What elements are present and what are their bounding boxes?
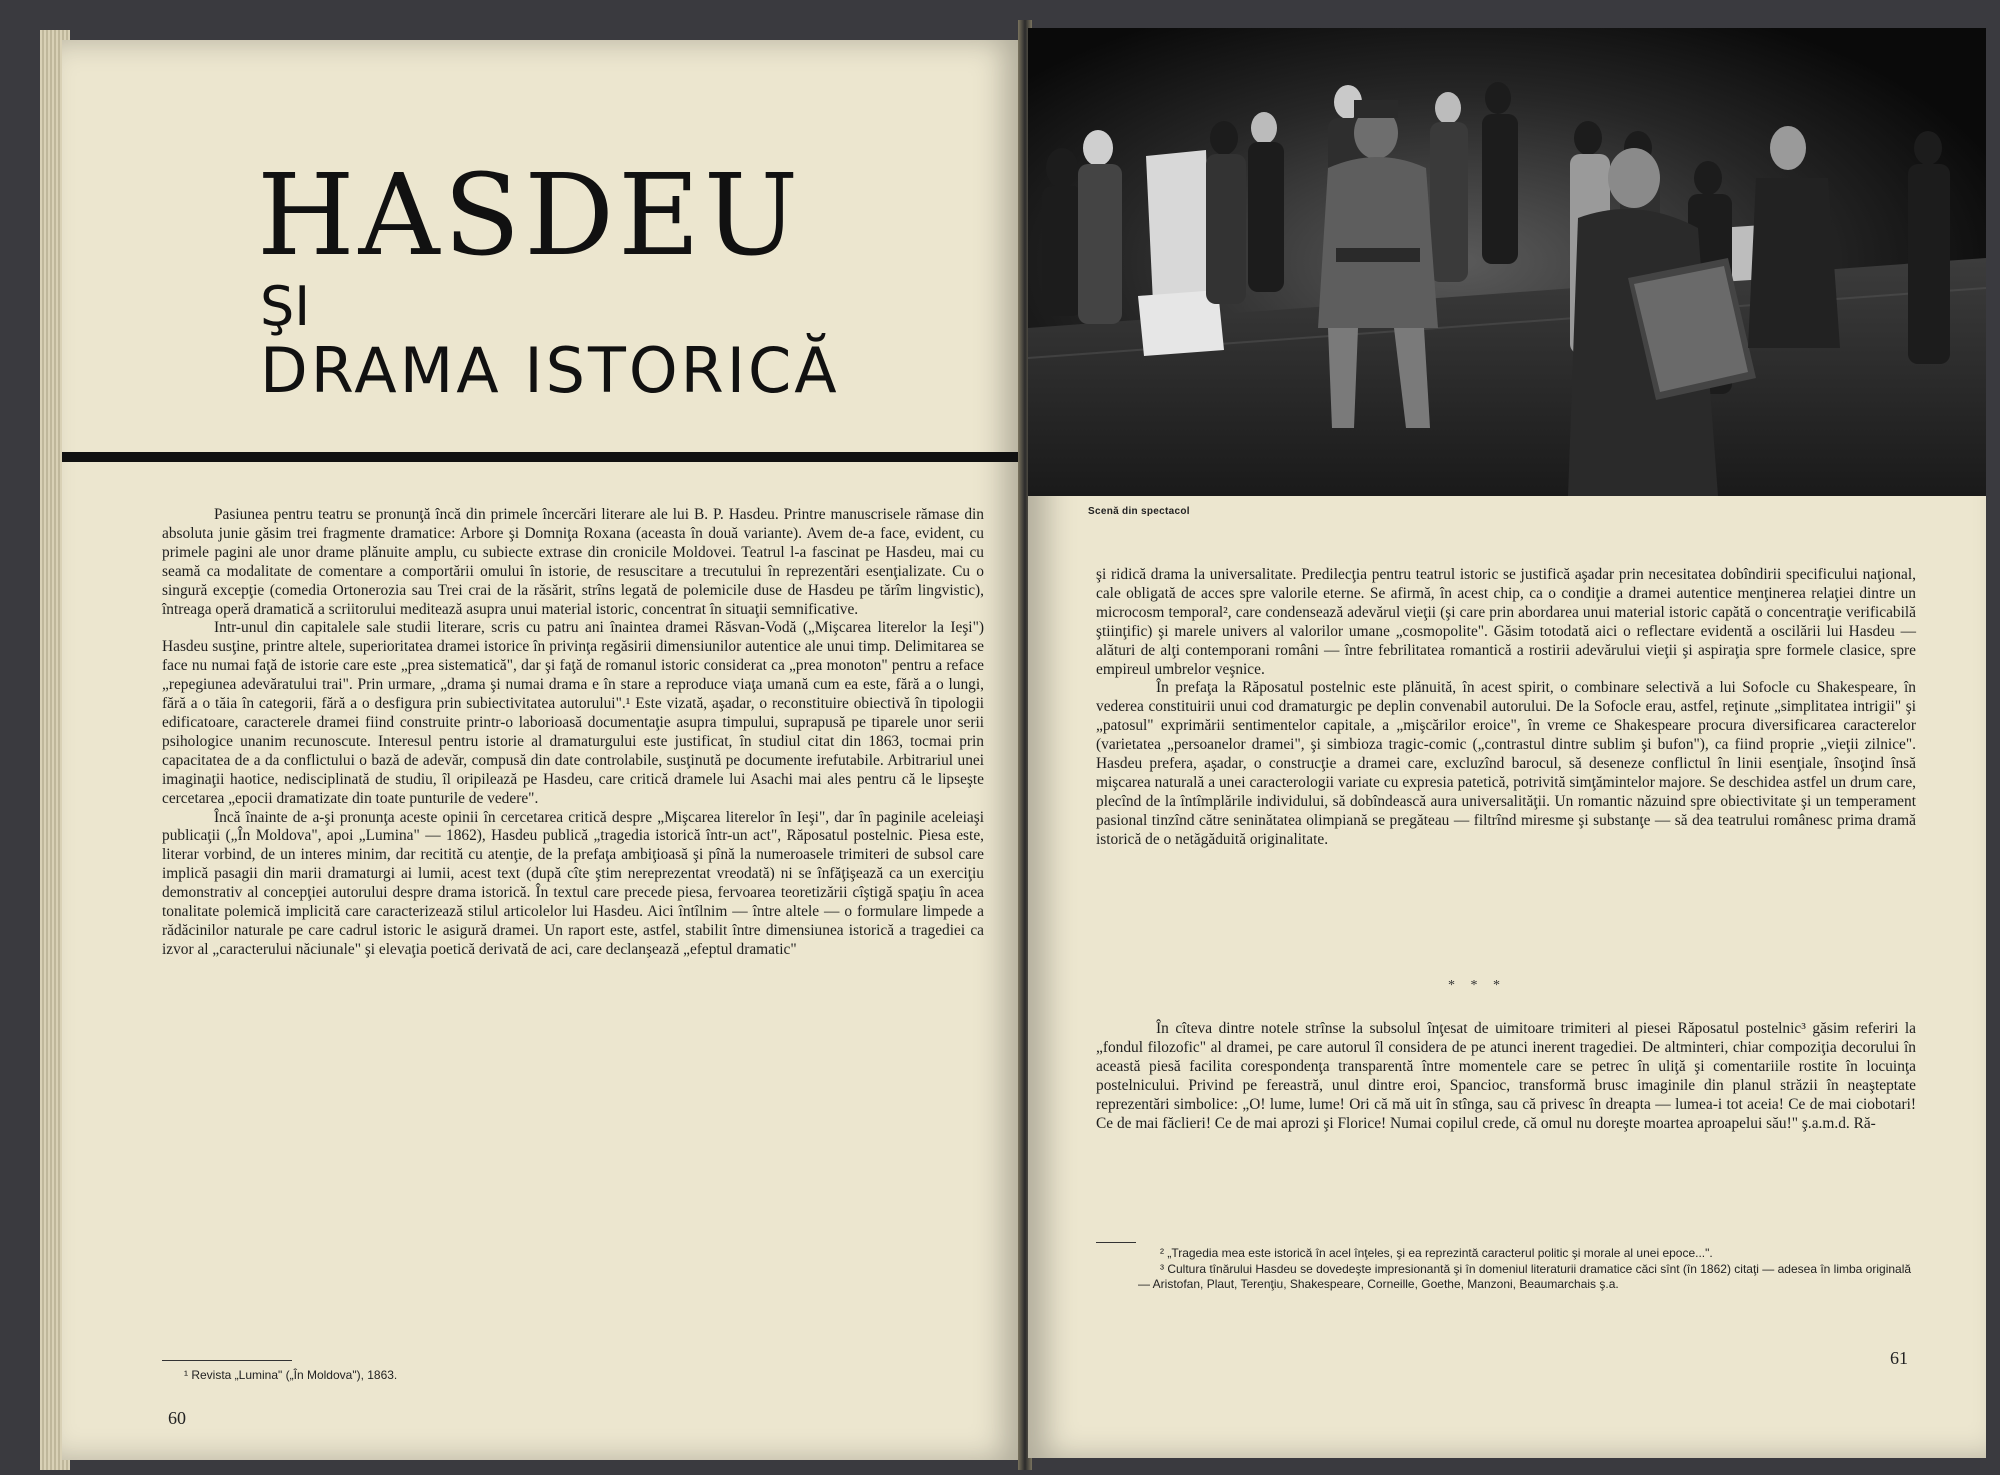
paragraph: şi ridică drama la universalitate. Predilecţia pentru teatrul istoric se justifică aşadar prin necesitatea dobîndirii specificului naţional, cale obligată de acces spre valorile eterne. Se afirmă, în acest chip, ca o condiţie a dramei autentice menţinerea relaţiei dintre un microcosm temporal², care condensează adevărul vieţii (şi care prin abordarea unui material istoric capătă o concentraţie verificabilă ştiinţific) şi marele univers al valorilor umane „cosmopolite". Găsim totodată aici o reflectare evidentă a oscilării lui Hasdeu — alături de alţi contemporani români — între febrilitatea romantică a rostirii adevărului vieţii şi aspiraţia spre formele clasice, spre empireul umbrelor veşnice. [1096,566,1916,678]
paragraph: Încă înainte de a-şi pronunţa aceste opinii în cercetarea critică despre „Mişcarea literelor în Ieşi", dar în paginile aceleiaşi publicaţii („În Moldova", apoi „Lumina" — 1862), Hasdeu publică „tragedia istorică într-un act", Răposatul postelnic. Piesa este, literar vorbind, de un interes minim, dar recitită cu atenţie, de la prefaţa ambiţioasă şi pînă la numeroasele trimiteri de subsol care implică pasagii din marii dramaturgi ai lumii, acest text (după cîte ştim nereprezentat vreodată) ni se înfăţişează ca un exerciţiu demonstrativ al concepţiei autorului despre drama istorică. În textul care precede piesa, fervoarea teoretizării cîştigă spaţiu în acea tonalitate polemică implicită care caracterizează stilul articolelor lui Hasdeu. Aici întîlnim — între altele — o formulare limpede a rădăcinilor naturale pe care cadrul istoric le asigură dramei. Un raport este, astfel, stabilit între dimensiunea istorică a tragediei ca izvor al „caracterului năciunale" şi elevaţia poetică derivată de aci, care declanşează „efeptul dramatic" [162,808,984,958]
footnote: ¹ Revista „Lumina" („În Moldova"), 1863. [184,1368,398,1382]
page-number: 60 [168,1408,186,1428]
article-title: HASDEU [257,151,803,281]
footnote-rule [162,1360,292,1361]
left-column-text [162,506,984,960]
paragraph: Pasiunea pentru teatru se pronunţă încă din primele încercări literare ale lui B. P. Hasdeu. Printre manuscrisele rămase din absoluta junie găsim trei fragmente dramatice: Arbore şi Domniţa Roxana (aceasta în două variante). Avem de-a face, evident, cu primele pagini ale unor drame plănuite amplu, cu subiecte extrase din cronicile Moldovei. Teatrul l-a fascinat pe Hasdeu, mai cu seamă ca modalitate de comentare a comportării omului în istorie, de resuscitare a trecutului în reprezentări esenţializate. Cu o singură excepţie (comedia Ortonerozia sau Trei crai de la răsărit, strîns legată de polemicile duse de Hasdeu pe tărîm lingvistic), întreaga operă dramatică a scriitorului meditează asupra unui material istoric, concentrat în situaţii semnificative. [162,506,984,618]
page-number: 61 [1890,1348,1908,1368]
paragraph: Intr-unul din capitalele sale studii literare, scris cu patru ani înaintea dramei Răsvan-Vodă („Mişcarea literelor la Ieşi") Hasdeu susţine, printre altele, superioritatea dramei istorice în privinţa regăsirii dimensiunilor autentice ale unui timp. Delimitarea se face nu numai faţă de istorie care este „prea sistematică", dar şi faţă de romanul istoric considerat ca „prea monoton" pentru a reface „repegiunea adevăratului trai". Prin urmare, „drama şi numai drama e în stare a reproduce viaţa umană cum ea este, fără a o lungi, fără a o tăia în categorii, fără a o desfigura prin subiectivitatea autorului".¹ Este vizată, aşadar, o reconstituire obiectivă în tipologii edificatoare, caracterele dramei fiind construite printr-o laborioasă documentaţie asupra timpului, suprapusă pe tiparele unor serii psihologice unanim recunoscute. Interesul pentru istorie al dramaturgului este justificat, în studiul citat din 1863, tocmai prin capacitatea de a da conflictului o bază de adevăr, compusă din date controlabile, susţinută pe documente irefutabile. Arbitrariul unei imaginaţii haotice, nedisciplinată de studiu, îl oripilează pe Hasdeu, care critică dramele lui Asachi mai ales pentru că le lipseşte cercetarea „epocii dramatizate din toate punturile de vedere". [162,619,984,807]
title-block [62,40,1022,450]
stage-photo [1028,28,1986,496]
footnotes [1138,1246,1918,1293]
title-divider [62,452,1022,462]
left-page [62,40,1022,1460]
right-column-text-2 [1096,1020,1916,1133]
right-page [1028,28,1986,1458]
stage-photo-image [1028,28,1986,496]
article-subtitle: DRAMA ISTORICĂ [260,334,840,407]
right-column-text [1096,566,1916,850]
section-separator: * * * [1448,978,1506,993]
footnote-rule [1096,1242,1136,1243]
footnote: ² „Tragedia mea este istorică în acel înţeles, şi ea reprezintă caracterul politic şi morale al unei epoce...". [1160,1246,1713,1260]
photo-caption: Scenă din spectacol [1088,506,1190,517]
paragraph: În prefaţa la Răposatul postelnic este plănuită, în acest spirit, o combinare selectivă a lui Sofocle cu Shakespeare, în vederea constituirii unui cod dramaturgic pe deplin convenabil autorului. De la Sofocle erau, astfel, reţinute „simplitatea intrigii" şi „patosul" exprimării sentimentelor capitale, a „mişcărilor eroice", în vreme ce Shakespeare procura diversificarea caracterelor (varietatea „persoanelor dramei", şi simbioza tragic-comic („contrastul dintre sublim şi bufon"), ca fiind proprie „vieţii zilnice". Hasdeu prefera, aşadar, o construcţie a dramei care, excluzînd barocul, să deseneze conflictul în linii esenţiale, însoţind însă mişcarea naturală a unei caracterologii variate cu expresia patetică, potrivită simţămintelor majore. Se deschidea astfel un drum care, plecînd de la întîmplările individului, să dobîndească aura universalităţii. Un romantic năzuind spre obiectivitate şi un temperament pasional tinzînd către seninătatea olimpiană se pregăteau — filtrînd miresme şi substanţe — să dea teatrului românesc prima dramă istorică de o netăgăduită originalitate. [1096,679,1916,848]
paragraph: În cîteva dintre notele strînse la subsolul înţesat de uimitoare trimiteri al piesei Răposatul postelnic³ găsim referiri la „fondul filozofic" al dramei, pe care autorul îl considera de pe atunci inerent tragediei. De altminteri, chiar compoziţia decorului în această piesă facilita corespondenţa transparentă între momentele care se petrec în uliţă şi comentariile rostite în locuinţa postelnicului. Privind pe fereastră, unul dintre eroi, Spancioc, transformă brusc imaginile din planul străzii în neaşteptate reprezentări simbolice: „O! lume, lume! Ori că mă uit în stînga, sau că privesc în dreapta — lumea-i tot aceia! Ce de mai ciobotari! Ce de mai făclieri! Ce de mai aprozi şi Florice! Numai copilul crede, că omul nu doreşte moartea aproapelui său!" ş.a.m.d. Ră- [1096,1020,1916,1132]
footnote: ³ Cultura tînărului Hasdeu se dovedeşte impresionantă şi în domeniul literaturii dramatice căci sînt (în 1862) citaţi — adesea în limba originală — Aristofan, Plaut, Terenţiu, Shakespeare, Corneille, Goethe, Manzoni, Beaumarchais ş.a. [1138,1262,1912,1291]
title-conjunction: ŞI [260,275,311,338]
